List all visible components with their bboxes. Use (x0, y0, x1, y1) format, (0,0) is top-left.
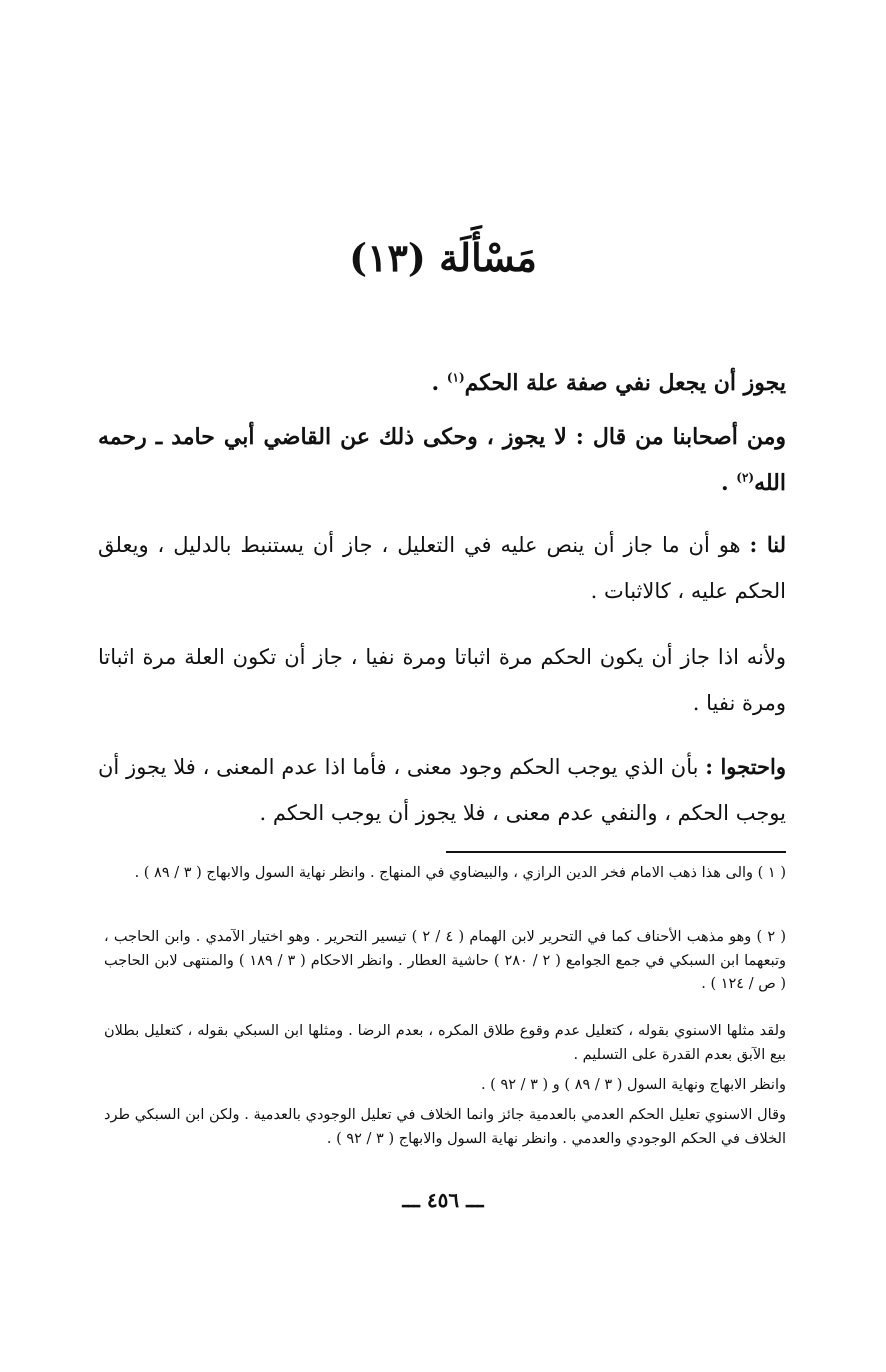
footnote-2-references: وانظر الابهاج ونهاية السول ( ٣ / ٨٩ ) و ( ٣ / ٩٢ ) . (480, 1077, 786, 1093)
counter-argument-text: بأن الذي يوجب الحكم وجود معنى ، فأما اذا عدم المعنى ، فلا يجوز أن يوجب الحكم ، والنفي عدم معنى ، فلا يجوز أن يوجب الحكم . (98, 755, 786, 825)
argument-2-text: ولأنه اذا جاز أن يكون الحكم مرة اثباتا ومرة نفيا ، جاز أن تكون العلة مرة اثباتا ومرة نفيا . (98, 645, 786, 715)
counter-argument-lead: واحتجوا : (705, 754, 786, 779)
paragraph-argument-1 (98, 522, 786, 614)
opposing-view-text: ومن أصحابنا من قال : لا يجوز ، وحكى ذلك عن القاضي أبي حامد ـ رحمه الله (98, 424, 786, 496)
argument-1-text: هو أن ما جاز أن ينص عليه في التعليل ، جاز أن يستنبط بالدليل ، ويعلق الحكم عليه ، كالاثبات . (98, 533, 786, 603)
thesis-text: يجوز أن يجعل نفي صفة علة الحكم (464, 370, 786, 396)
footnote-2-continued: ولقد مثلها الاسنوي بقوله ، كتعليل عدم وقوع طلاق المكره ، بعدم الرضا . ومثلها ابن السبكي بقوله ، كتعليل بطلان بيع الآبق بعدم القدرة على التسليم . (104, 1023, 786, 1063)
thesis-end: . (431, 370, 447, 396)
section-heading: مَسْأَلَة (١٣) (349, 235, 537, 280)
argument-lead: لنا : (749, 532, 786, 557)
footnote-ref-1: (١) (446, 370, 465, 385)
footnote-ref-2: (٢) (736, 470, 755, 485)
opposing-view-end: . (720, 470, 737, 496)
paragraph-thesis (98, 360, 786, 406)
page-number: ـــ ٤٥٦ ـــ (402, 1188, 484, 1212)
paragraph-opposing-view (98, 414, 786, 506)
footnote-divider (446, 851, 786, 853)
footnote-2-remark: وقال الاسنوي تعليل الحكم العدمي بالعدمية جائز وانما الخلاف في تعليل الوجودي بالعدمية . ولكن ابن السبكي طرد الخلاف في الحكم الوجودي والعدمي . وانظر نهاية السول والابهاج ( ٣ / ٩٢ ) . (104, 1107, 786, 1147)
paragraph-counter-argument (98, 744, 786, 836)
footnote-2: ( ٢ ) وهو مذهب الأحناف كما في التحرير لابن الهمام ( ٤ / ٢ ) تيسير التحرير . وهو اختيار الآمدي . وابن الحاجب ، وتبعهما ابن السبكي في جمع الجوامع ( ٢ / ٢٨٠ ) حاشية العطار . وانظر الاحكام ( ٣ / ١٨٩ ) والمنتهى لابن الحاجب ( ص / ١٢٤ ) . (104, 929, 786, 992)
footnote-1: ( ١ ) والى هذا ذهب الامام فخر الدين الرازي ، والبيضاوي في المنهاج . وانظر نهاية السول والابهاج ( ٣ / ٨٩ ) . (134, 865, 786, 881)
paragraph-argument-2 (98, 634, 786, 726)
